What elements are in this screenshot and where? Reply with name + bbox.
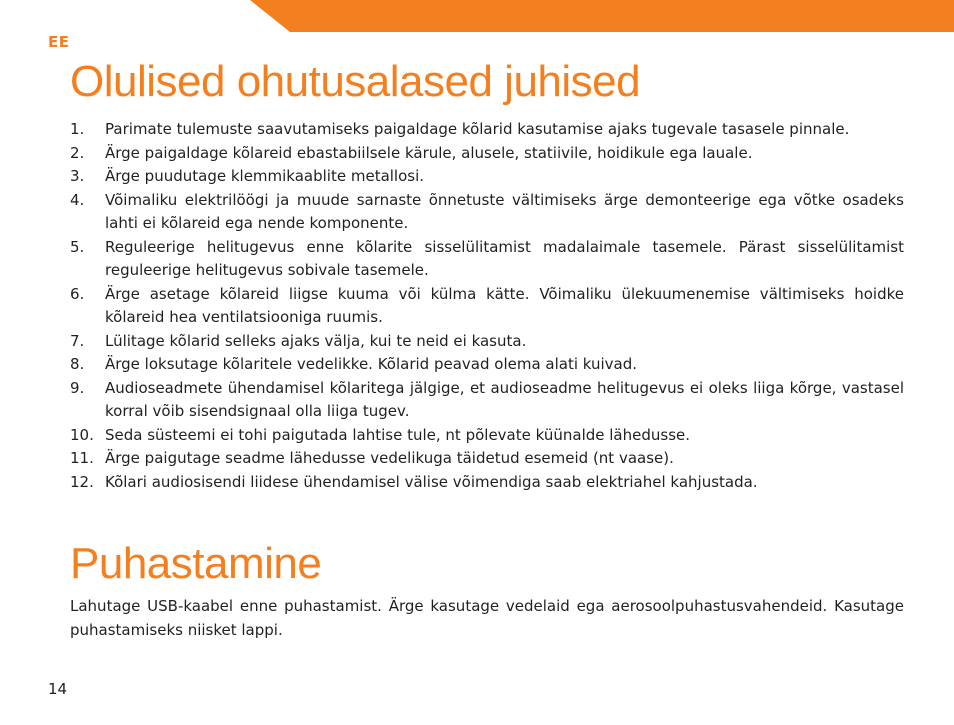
item-number: 1. xyxy=(70,120,85,138)
item-number: 10. xyxy=(70,425,94,444)
item-number: 11. xyxy=(70,449,94,467)
item-text: Kõlari audiosisendi liidese ühendamisel välise võimendiga saab elektriahel kahjustada. xyxy=(105,472,758,491)
list-item xyxy=(70,236,904,283)
list-item xyxy=(70,189,904,236)
item-text: Ärge paigaldage kõlareid ebastabiilsele kärule, alusele, statiivile, hoidikule ega lauale. xyxy=(105,143,753,162)
item-number: 7. xyxy=(70,331,85,350)
list-item xyxy=(70,447,904,471)
language-code: EE xyxy=(48,33,70,51)
safety-instructions-list xyxy=(70,118,904,494)
item-text: Ärge paigutage seadme lähedusse vedelikuga täidetud esemeid (nt vaase). xyxy=(105,449,674,467)
item-number: 4. xyxy=(70,190,85,209)
header-accent-band xyxy=(250,0,954,32)
cleaning-paragraph: Lahutage USB-kaabel enne puhastamist. Ärge kasutage vedelaid ega aerosoolpuhastusvahendeid. Kasutage puhastamiseks niisket lappi. xyxy=(70,597,904,639)
item-number: 9. xyxy=(70,378,85,397)
item-text: Ärge loksutage kõlaritele vedelikke. Kõlarid peavad olema alati kuivad. xyxy=(105,355,638,373)
item-text: Lülitage kõlarid selleks ajaks välja, kui te neid ei kasuta. xyxy=(105,331,527,350)
list-item xyxy=(70,330,904,354)
item-number: 12. xyxy=(70,472,94,491)
list-item xyxy=(70,118,904,142)
item-number: 5. xyxy=(70,237,85,256)
item-number: 6. xyxy=(70,284,85,303)
item-text: Ärge puudutage klemmikaablite metallosi. xyxy=(105,167,425,185)
list-item xyxy=(70,165,904,189)
item-text: Audioseadmete ühendamisel kõlaritega jälgige, et audioseadme helitugevus ei oleks liiga kõrge, vastasel korral võib sisendsignaal olla liiga tugev. xyxy=(105,378,904,420)
item-text: Reguleerige helitugevus enne kõlarite sisselülitamist madalaimale tasemele. Pärast sisselülitamist reguleerige helitugevus sobivale tasemele. xyxy=(105,237,904,279)
list-item xyxy=(70,377,904,424)
list-item xyxy=(70,353,904,377)
item-text: Parimate tulemuste saavutamiseks paigaldage kõlarid kasutamise ajaks tugevale tasasele pinnale. xyxy=(105,120,850,138)
list-item xyxy=(70,471,904,495)
item-number: 3. xyxy=(70,167,85,185)
safety-heading: Olulised ohutusalased juhised xyxy=(70,57,641,106)
item-number: 8. xyxy=(70,355,85,373)
list-item xyxy=(70,424,904,448)
list-item xyxy=(70,283,904,330)
item-text: Seda süsteemi ei tohi paigutada lahtise tule, nt põlevate küünalde lähedusse. xyxy=(105,425,690,444)
list-item xyxy=(70,142,904,166)
page-number: 14 xyxy=(48,680,68,698)
item-text: Ärge asetage kõlareid liigse kuuma või külma kätte. Võimaliku ülekuumenemise vältimiseks hoidke kõlareid hea ventilatsiooniga ruumis. xyxy=(105,284,904,326)
cleaning-heading: Puhastamine xyxy=(70,539,322,588)
item-number: 2. xyxy=(70,143,85,162)
item-text: Võimaliku elektrilöögi ja muude sarnaste õnnetuste vältimiseks ärge demonteerige ega võtke osadeks lahti ei kõlareid ega nende komponente. xyxy=(105,190,904,232)
